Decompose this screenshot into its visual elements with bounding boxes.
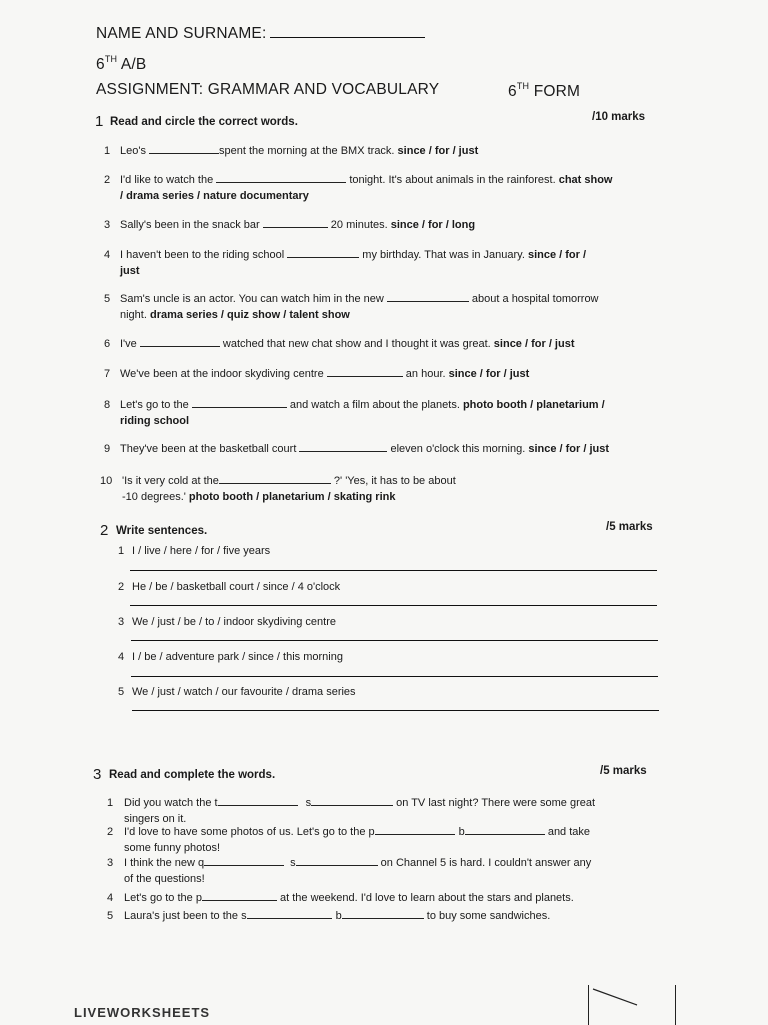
answer-blank[interactable] bbox=[202, 890, 277, 901]
s3-item-4 bbox=[107, 890, 574, 907]
item-number: 3 bbox=[118, 616, 125, 628]
item-number: 2 bbox=[104, 174, 111, 186]
answer-line[interactable] bbox=[130, 605, 657, 606]
answer-blank[interactable] bbox=[342, 908, 424, 919]
answer-options[interactable]: photo booth / planetarium / skating rink bbox=[188, 490, 396, 503]
item-number: 1 bbox=[104, 145, 111, 157]
answer-options[interactable]: since / for / just bbox=[493, 338, 575, 350]
item-text: spent the morning at the BMX track. bbox=[219, 145, 398, 157]
item-text: about a hospital tomorrow bbox=[468, 293, 599, 305]
s2-item-1 bbox=[118, 544, 270, 560]
item-text: at the weekend. I'd love to learn about the stars and planets. bbox=[276, 892, 574, 904]
assignment-title: ASSIGNMENT: GRAMMAR AND VOCABULARY bbox=[96, 81, 440, 98]
answer-options[interactable]: photo booth / planetarium / bbox=[462, 399, 605, 411]
s3-item-5 bbox=[107, 908, 550, 925]
item-text: 'Is it very cold at the bbox=[122, 475, 219, 487]
name-surname-label: NAME AND SURNAME: bbox=[96, 25, 267, 42]
item-text: on TV last night? There were some great bbox=[393, 797, 596, 809]
section2-title: Write sentences. bbox=[116, 525, 208, 537]
item-number: 5 bbox=[107, 910, 114, 922]
item-number: 4 bbox=[107, 892, 114, 904]
section2-number: 2 bbox=[100, 522, 109, 539]
item-prompt: I / be / adventure park / since / this morning bbox=[132, 651, 343, 663]
item-number: 3 bbox=[104, 219, 111, 231]
s1-item-5 bbox=[104, 291, 599, 323]
item-text: ?' 'Yes, it has to be about bbox=[330, 475, 456, 487]
answer-blank[interactable] bbox=[247, 908, 332, 919]
answer-blank[interactable] bbox=[287, 247, 359, 258]
item-prompt: We / just / watch / our favourite / drama series bbox=[132, 686, 356, 698]
section1-marks: /10 marks bbox=[592, 111, 646, 123]
answer-blank[interactable] bbox=[149, 143, 219, 154]
answer-blank[interactable] bbox=[387, 291, 469, 302]
section3-number: 3 bbox=[93, 766, 102, 783]
item-text: I haven't been to the riding school bbox=[120, 249, 288, 261]
s1-item-7 bbox=[104, 366, 529, 383]
item-text: I've bbox=[120, 338, 140, 350]
item-text: to buy some sandwiches. bbox=[423, 910, 551, 922]
logo-text: LIVEWORKSHEETS bbox=[74, 1005, 211, 1020]
item-text: Let's go to the bbox=[120, 399, 192, 411]
form-word: FORM bbox=[529, 83, 581, 100]
form-superscript: TH bbox=[516, 81, 530, 91]
form-label bbox=[508, 81, 580, 101]
item-text: watched that new chat show and I thought it was great. bbox=[219, 338, 494, 350]
answer-options[interactable]: drama series / quiz show / talent show bbox=[149, 308, 350, 321]
item-number: 2 bbox=[107, 826, 114, 838]
item-text: tonight. It's about animals in the rainforest. bbox=[346, 174, 559, 186]
item-text: b bbox=[335, 910, 342, 922]
name-surname-row bbox=[96, 25, 425, 43]
item-text: singers on it. bbox=[124, 812, 187, 825]
item-text: night. bbox=[120, 308, 150, 321]
answer-options[interactable]: chat show bbox=[558, 174, 613, 186]
item-text: We've been at the indoor skydiving centre bbox=[120, 368, 327, 380]
item-text: Sally's been in the snack bar bbox=[120, 219, 263, 231]
section1-number: 1 bbox=[95, 113, 104, 130]
item-prompt: I / live / here / for / five years bbox=[132, 545, 271, 557]
s1-item-8 bbox=[104, 397, 605, 429]
item-text: Sam's uncle is an actor. You can watch him in the new bbox=[120, 293, 387, 305]
answer-blank[interactable] bbox=[216, 172, 346, 183]
item-number: 2 bbox=[118, 581, 125, 593]
name-surname-input-line[interactable] bbox=[270, 25, 425, 38]
class-superscript: TH bbox=[104, 54, 118, 64]
item-number: 6 bbox=[104, 338, 111, 350]
item-text: and watch a film about the planets. bbox=[286, 399, 463, 411]
s2-item-2 bbox=[118, 580, 340, 596]
s2-item-4 bbox=[118, 650, 343, 666]
item-number: 10 bbox=[100, 475, 113, 487]
item-text: s bbox=[290, 857, 296, 869]
item-prompt: We / just / be / to / indoor skydiving centre bbox=[132, 616, 337, 628]
item-number: 1 bbox=[118, 545, 125, 557]
item-text: my birthday. That was in January. bbox=[359, 249, 528, 261]
answer-line[interactable] bbox=[131, 640, 658, 641]
s2-item-3 bbox=[118, 615, 336, 631]
item-text: 20 minutes. bbox=[327, 219, 391, 231]
item-number: 5 bbox=[104, 293, 111, 305]
item-text: some funny photos! bbox=[124, 841, 221, 854]
item-number: 9 bbox=[104, 443, 111, 455]
item-number: 4 bbox=[104, 249, 111, 261]
class-label bbox=[96, 54, 146, 74]
answer-blank[interactable] bbox=[218, 795, 298, 806]
answer-blank[interactable] bbox=[299, 441, 387, 452]
item-text: Did you watch the t bbox=[124, 797, 218, 809]
answer-blank[interactable] bbox=[296, 855, 378, 866]
answer-blank[interactable] bbox=[263, 217, 328, 228]
item-text: and take bbox=[544, 826, 591, 838]
section2-marks: /5 marks bbox=[606, 521, 653, 533]
item-number: 1 bbox=[107, 797, 114, 809]
answer-options[interactable]: since / for / just bbox=[528, 443, 610, 455]
answer-blank[interactable] bbox=[327, 366, 403, 377]
item-text: eleven o'clock this morning. bbox=[387, 443, 529, 455]
s3-item-2 bbox=[107, 824, 590, 856]
item-text: Let's go to the p bbox=[124, 892, 202, 904]
item-text: -10 degrees.' bbox=[122, 490, 189, 503]
s1-item-6 bbox=[104, 336, 574, 353]
item-text: I'd love to have some photos of us. Let's go to the p bbox=[124, 826, 375, 838]
section1-title: Read and circle the correct words. bbox=[110, 116, 298, 128]
answer-blank[interactable] bbox=[192, 397, 287, 408]
item-number: 5 bbox=[118, 686, 125, 698]
item-text: an hour. bbox=[402, 368, 449, 380]
answer-options[interactable]: since / for / just bbox=[448, 368, 530, 380]
s3-item-1 bbox=[107, 795, 595, 827]
s1-item-9 bbox=[104, 441, 609, 458]
item-text: of the questions! bbox=[124, 872, 205, 885]
item-number: 7 bbox=[104, 368, 111, 380]
corner-diagonal-icon bbox=[589, 985, 675, 1025]
answer-options[interactable]: since / for / long bbox=[390, 219, 476, 231]
answer-line[interactable] bbox=[132, 710, 659, 711]
item-text: Laura's just been to the s bbox=[124, 910, 247, 922]
item-text: They've been at the basketball court bbox=[120, 443, 300, 455]
item-number: 3 bbox=[107, 857, 114, 869]
answer-blank[interactable] bbox=[465, 824, 545, 835]
item-text: b bbox=[458, 826, 465, 838]
item-number: 8 bbox=[104, 399, 111, 411]
answer-options[interactable]: since / for / just bbox=[397, 145, 479, 157]
corner-mark bbox=[588, 985, 676, 1025]
item-text: s bbox=[305, 797, 312, 809]
answer-line[interactable] bbox=[130, 570, 657, 571]
s1-item-3 bbox=[104, 217, 475, 234]
s1-item-4 bbox=[104, 247, 586, 279]
liveworksheets-logo bbox=[74, 1000, 254, 1020]
class-group: A/B bbox=[117, 56, 147, 73]
answer-blank[interactable] bbox=[375, 824, 455, 835]
item-text: Leo's bbox=[120, 145, 150, 157]
section3-marks: /5 marks bbox=[600, 765, 647, 777]
s3-item-3 bbox=[107, 855, 591, 887]
answer-blank[interactable] bbox=[140, 336, 220, 347]
section3-title: Read and complete the words. bbox=[109, 769, 276, 781]
s2-item-5 bbox=[118, 685, 356, 701]
answer-line[interactable] bbox=[131, 676, 658, 677]
s1-item-2 bbox=[104, 172, 613, 204]
answer-options[interactable]: riding school bbox=[120, 414, 190, 427]
item-number: 4 bbox=[118, 651, 125, 663]
answer-blank[interactable] bbox=[311, 795, 393, 806]
item-text: I'd like to watch the bbox=[120, 174, 217, 186]
answer-options[interactable]: / drama series / nature documentary bbox=[120, 189, 309, 202]
s1-item-1 bbox=[104, 143, 478, 160]
item-text: on Channel 5 is hard. I couldn't answer any bbox=[377, 857, 592, 869]
class-number: 6 bbox=[96, 56, 105, 73]
form-number: 6 bbox=[508, 83, 517, 100]
answer-blank[interactable] bbox=[204, 855, 284, 866]
answer-options[interactable]: since / for / bbox=[527, 249, 587, 261]
item-text: I think the new q bbox=[124, 857, 205, 869]
item-prompt: He / be / basketball court / since / 4 o'clock bbox=[132, 581, 341, 593]
s1-item-10 bbox=[100, 473, 456, 505]
answer-blank[interactable] bbox=[219, 473, 331, 484]
answer-options[interactable]: just bbox=[120, 264, 140, 277]
